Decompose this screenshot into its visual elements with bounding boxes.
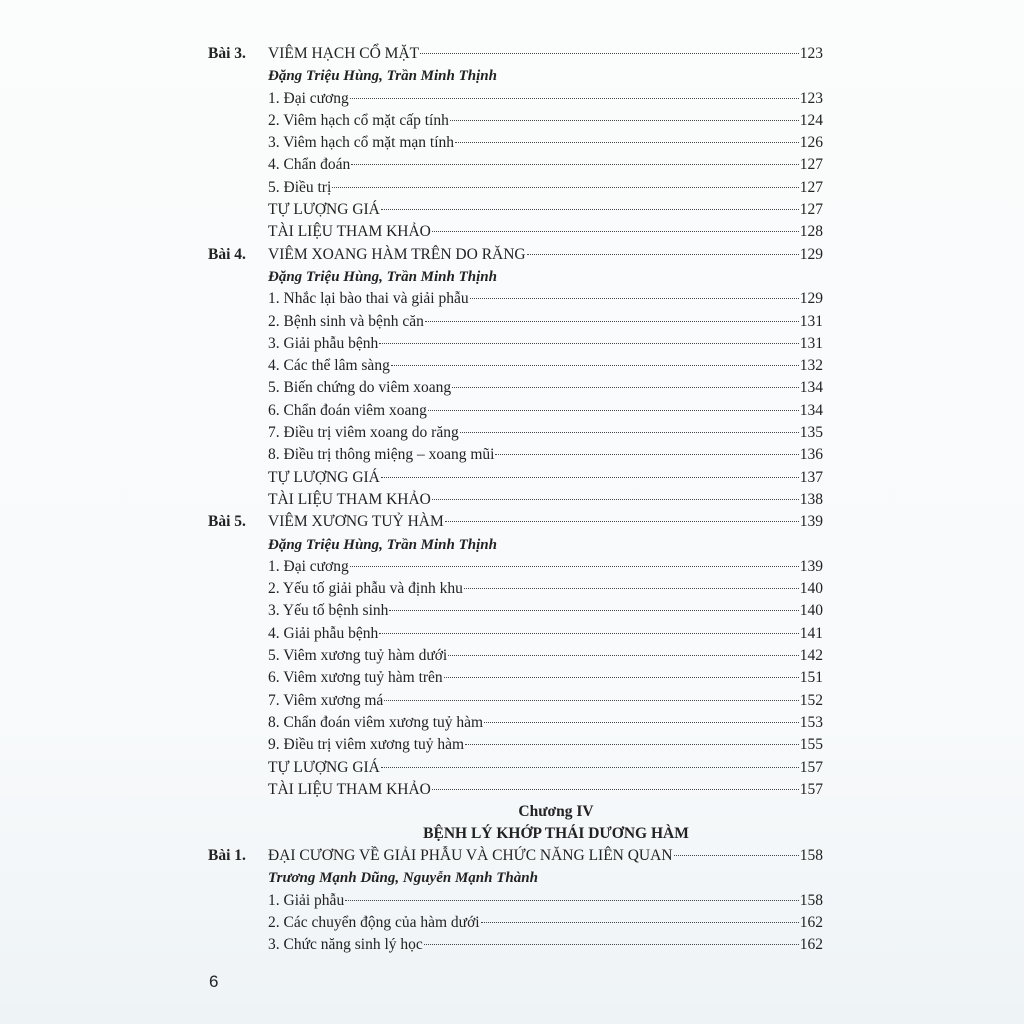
page-ref: 158 (799, 891, 823, 909)
page-ref: 140 (799, 580, 823, 598)
chapter-label: Chương IV (518, 803, 594, 821)
dot-leader (424, 944, 799, 945)
author-row (0, 266, 1024, 288)
dot-leader (350, 98, 799, 99)
page-ref: 140 (799, 602, 823, 620)
item-title: 7. Điều trị viêm xoang do răng (268, 424, 459, 442)
page-ref: 123 (799, 89, 823, 107)
toc-item[interactable] (0, 199, 1024, 221)
item-title: 3. Chức năng sinh lý học (268, 936, 423, 954)
page-ref: 131 (799, 312, 823, 330)
item-title: 5. Điều trị (268, 178, 332, 196)
dot-leader (379, 633, 799, 634)
page-ref: 162 (799, 936, 823, 954)
toc-item[interactable] (0, 489, 1024, 511)
toc-item[interactable] (0, 467, 1024, 489)
toc-item[interactable] (0, 667, 1024, 689)
toc-item[interactable] (0, 221, 1024, 243)
toc-item[interactable] (0, 422, 1024, 444)
author-row (0, 65, 1024, 87)
page-ref: 128 (799, 223, 823, 241)
page-ref: 153 (799, 713, 823, 731)
page-ref: 141 (799, 624, 823, 642)
page-ref: 129 (799, 290, 823, 308)
page-ref: 124 (799, 111, 823, 129)
toc-item[interactable] (0, 757, 1024, 779)
toc-item[interactable] (0, 623, 1024, 645)
dot-leader (432, 789, 799, 790)
page-ref: 142 (799, 647, 823, 665)
page-ref: 129 (799, 245, 823, 263)
toc-item[interactable] (0, 934, 1024, 956)
page-ref: 151 (799, 669, 823, 687)
page-ref: 127 (799, 156, 823, 174)
dot-leader (470, 298, 799, 299)
dot-leader (450, 120, 799, 121)
toc-item[interactable] (0, 377, 1024, 399)
toc-item[interactable] (0, 912, 1024, 934)
page-ref: 162 (799, 913, 823, 931)
page-ref: 134 (799, 401, 823, 419)
item-title: 2. Các chuyển động của hàm dưới (268, 913, 480, 931)
item-title: 8. Chẩn đoán viêm xương tuỷ hàm (268, 713, 484, 731)
page-ref: 139 (799, 513, 823, 531)
dot-leader (345, 900, 799, 901)
item-title: TÀI LIỆU THAM KHẢO (268, 223, 431, 241)
item-title: TÀI LIỆU THAM KHẢO (268, 490, 431, 508)
lesson-title: ĐẠI CƯƠNG VỀ GIẢI PHẪU VÀ CHỨC NĂNG LIÊN QUAN (268, 847, 673, 865)
dot-leader (527, 254, 799, 255)
dot-leader (495, 454, 798, 455)
item-title: 6. Chẩn đoán viêm xoang (268, 401, 427, 419)
page-ref: 139 (799, 557, 823, 575)
item-title: TỰ LƯỢNG GIÁ (268, 758, 380, 776)
dot-leader (481, 922, 799, 923)
page-ref: 131 (799, 334, 823, 352)
dot-leader (381, 767, 799, 768)
dot-leader (420, 53, 799, 54)
author-row (0, 867, 1024, 889)
toc-item[interactable] (0, 154, 1024, 176)
dot-leader (381, 209, 799, 210)
toc-item[interactable] (0, 333, 1024, 355)
lesson-label: Bài 1. (208, 847, 246, 865)
lesson-title: VIÊM HẠCH CỔ MẶT (268, 45, 420, 62)
dot-leader (391, 365, 799, 366)
page-ref: 127 (799, 201, 823, 219)
author-row (0, 534, 1024, 556)
dot-leader (455, 142, 799, 143)
lesson-label: Bài 4. (208, 245, 246, 263)
dot-leader (389, 610, 798, 611)
toc-item[interactable] (0, 890, 1024, 912)
toc-item[interactable] (0, 311, 1024, 333)
page-ref: 135 (799, 424, 823, 442)
page-ref: 138 (799, 490, 823, 508)
item-title: 9. Điều trị viêm xương tuỷ hàm (268, 736, 465, 754)
toc-lesson-row[interactable] (0, 244, 1024, 266)
toc-item[interactable] (0, 712, 1024, 734)
dot-leader (351, 164, 799, 165)
toc-item[interactable] (0, 556, 1024, 578)
dot-leader (432, 231, 799, 232)
dot-leader (381, 477, 799, 478)
item-title: 5. Viêm xương tuỷ hàm dưới (268, 647, 448, 665)
toc-item[interactable] (0, 177, 1024, 199)
item-title: 7. Viêm xương má (268, 691, 384, 709)
lesson-title: VIÊM XOANG HÀM TRÊN DO RĂNG (268, 245, 526, 263)
chapter-title: BỆNH LÝ KHỚP THÁI DƯƠNG HÀM (423, 825, 689, 843)
dot-leader (379, 343, 799, 344)
dot-leader (452, 387, 799, 388)
table-of-contents (0, 43, 1024, 957)
page-ref: 126 (799, 134, 823, 152)
item-title: TỰ LƯỢNG GIÁ (268, 201, 380, 219)
page-number: 6 (209, 972, 219, 991)
item-title: 3. Giải phẫu bệnh (268, 334, 379, 352)
page-ref: 137 (799, 468, 823, 486)
item-title: 4. Chẩn đoán (268, 156, 351, 174)
toc-item[interactable] (0, 88, 1024, 110)
item-title: 1. Đại cương (268, 557, 349, 575)
page-ref: 155 (799, 736, 823, 754)
toc-item[interactable] (0, 600, 1024, 622)
lesson-authors: Trương Mạnh Dũng, Nguyễn Mạnh Thành (268, 870, 538, 887)
dot-leader (465, 744, 799, 745)
page-ref: 158 (799, 847, 823, 865)
toc-item[interactable] (0, 110, 1024, 132)
page-ref: 127 (799, 178, 823, 196)
toc-item[interactable] (0, 288, 1024, 310)
dot-leader (384, 700, 798, 701)
dot-leader (432, 499, 799, 500)
lesson-title: VIÊM XƯƠNG TUỶ HÀM (268, 513, 444, 531)
dot-leader (484, 722, 799, 723)
page-ref: 123 (799, 45, 823, 62)
dot-leader (460, 432, 799, 433)
dot-leader (444, 677, 799, 678)
item-title: 3. Yếu tố bệnh sinh (268, 602, 389, 620)
page-ref: 152 (799, 691, 823, 709)
toc-item[interactable] (0, 779, 1024, 801)
item-title: 1. Đại cương (268, 89, 349, 107)
toc-item[interactable] (0, 132, 1024, 154)
dot-leader (464, 588, 799, 589)
toc-item[interactable] (0, 444, 1024, 466)
page-ref: 157 (799, 780, 823, 798)
page-ref: 136 (799, 446, 823, 464)
item-title: 1. Giải phẫu (268, 891, 345, 909)
lesson-authors: Đặng Triệu Hùng, Trần Minh Thịnh (268, 268, 497, 285)
dot-leader (448, 655, 799, 656)
item-title: TÀI LIỆU THAM KHẢO (268, 780, 431, 798)
item-title: TỰ LƯỢNG GIÁ (268, 468, 380, 486)
item-title: 2. Bệnh sinh và bệnh căn (268, 312, 424, 330)
toc-item[interactable] (0, 578, 1024, 600)
item-title: 8. Điều trị thông miệng – xoang mũi (268, 446, 495, 464)
dot-leader (445, 521, 799, 522)
page-ref: 132 (799, 357, 823, 375)
dot-leader (425, 321, 799, 322)
dot-leader (350, 566, 799, 567)
dot-leader (428, 410, 799, 411)
item-title: 6. Viêm xương tuỷ hàm trên (268, 669, 443, 687)
dot-leader (674, 855, 799, 856)
item-title: 2. Viêm hạch cổ mặt cấp tính (268, 111, 449, 129)
toc-item[interactable] (0, 355, 1024, 377)
toc-item[interactable] (0, 734, 1024, 756)
toc-item[interactable] (0, 690, 1024, 712)
toc-lesson-row[interactable] (0, 511, 1024, 533)
toc-item[interactable] (0, 400, 1024, 422)
toc-lesson-row[interactable] (0, 43, 1024, 65)
item-title: 4. Giải phẫu bệnh (268, 624, 379, 642)
item-title: 2. Yếu tố giải phẫu và định khu (268, 580, 463, 598)
lesson-authors: Đặng Triệu Hùng, Trần Minh Thịnh (268, 68, 497, 85)
item-title: 1. Nhắc lại bào thai và giải phẫu (268, 290, 469, 308)
lesson-authors: Đặng Triệu Hùng, Trần Minh Thịnh (268, 536, 497, 553)
lesson-label: Bài 3. (208, 45, 246, 62)
dot-leader (332, 187, 798, 188)
toc-item[interactable] (0, 645, 1024, 667)
item-title: 4. Các thể lâm sàng (268, 357, 390, 375)
page-ref: 134 (799, 379, 823, 397)
item-title: 5. Biến chứng do viêm xoang (268, 379, 452, 397)
toc-lesson-row[interactable] (0, 845, 1024, 867)
item-title: 3. Viêm hạch cổ mặt mạn tính (268, 134, 455, 152)
page-ref: 157 (799, 758, 823, 776)
lesson-label: Bài 5. (208, 513, 246, 531)
